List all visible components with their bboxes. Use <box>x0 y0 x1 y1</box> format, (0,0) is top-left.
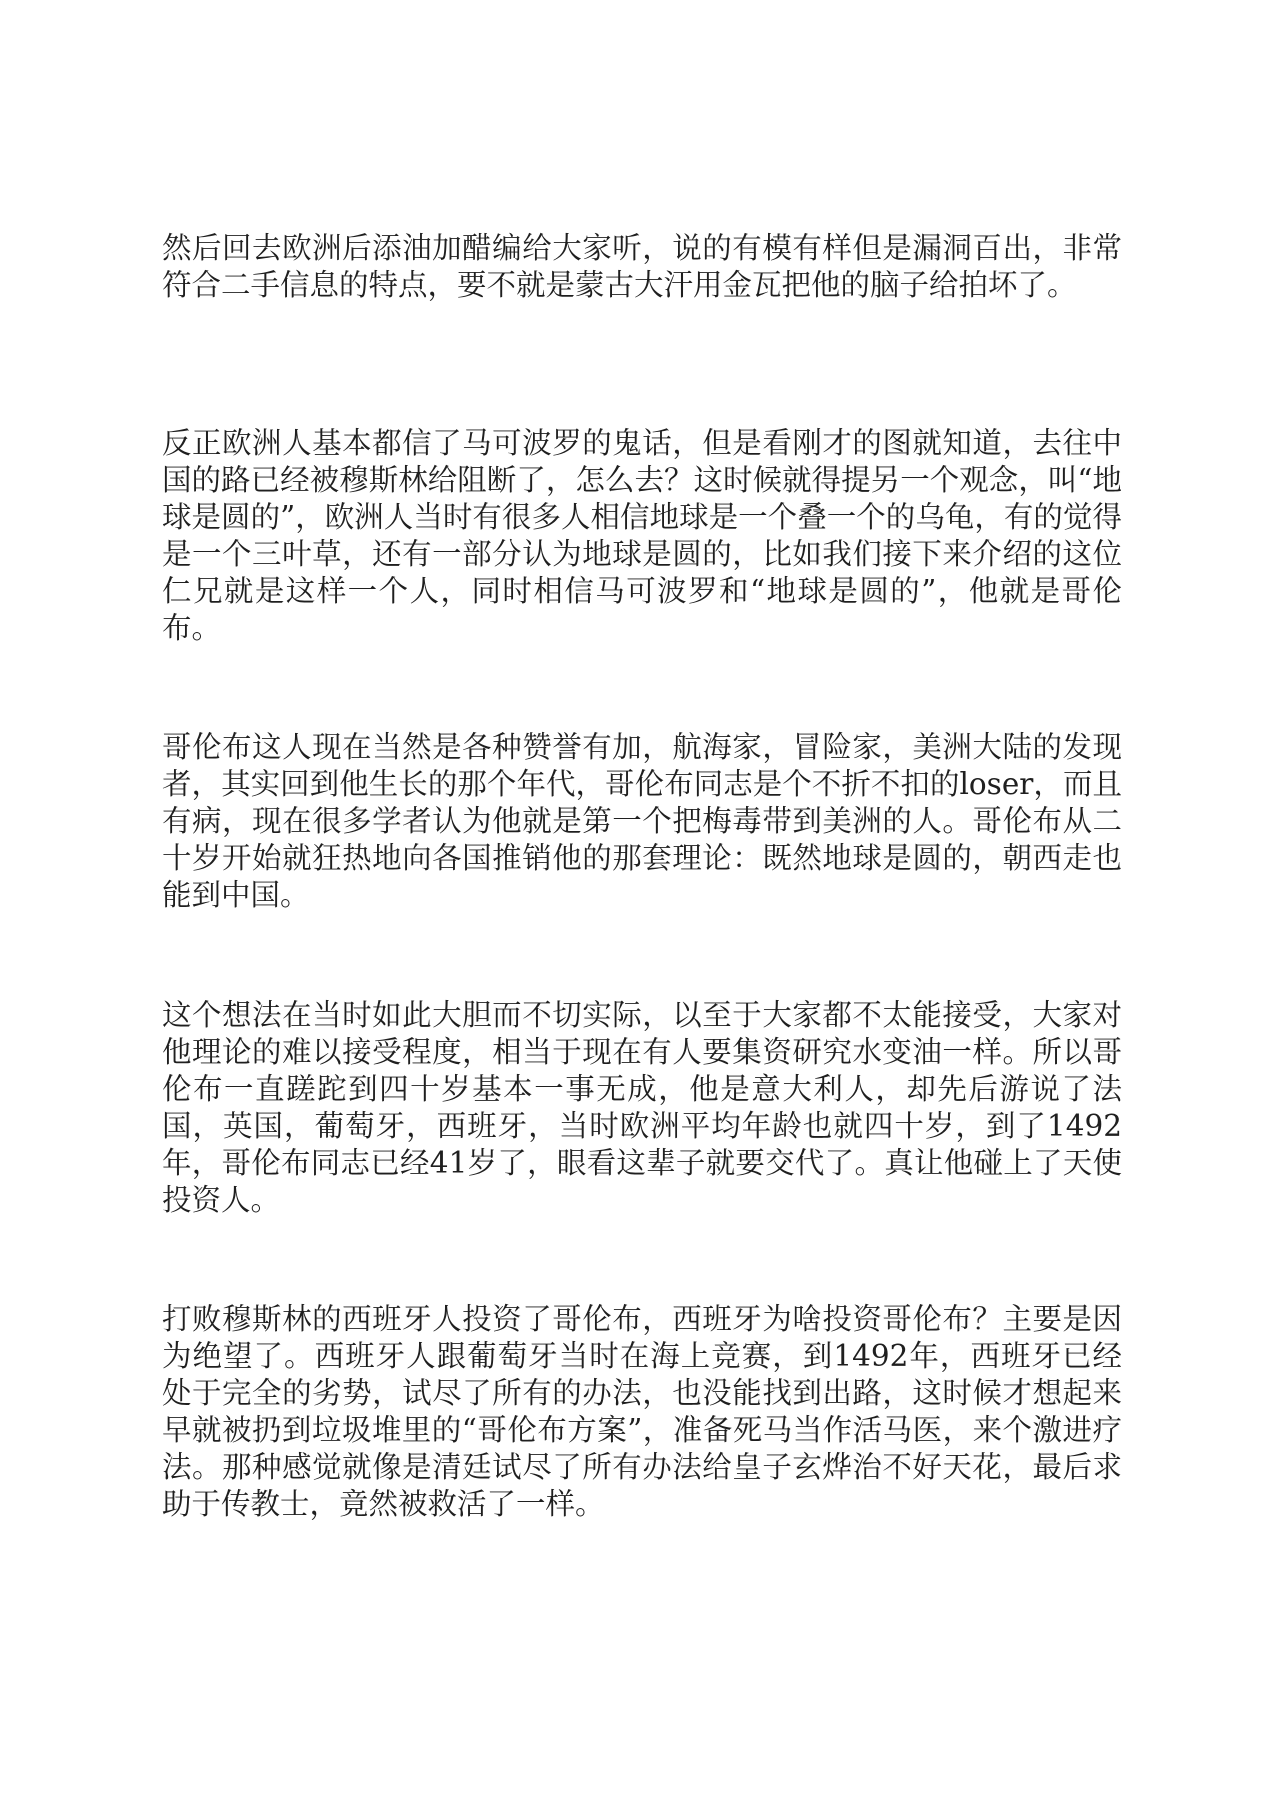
paragraph-3: 哥伦布这人现在当然是各种赞誉有加，航海家，冒险家，美洲大陆的发现者，其实回到他生长的那个年代，哥伦布同志是个不折不扣的loser，而且有病，现在很多学者认为他就是第一个把梅毒带到美洲的人。哥伦布从二十岁开始就狂热地向各国推销他的那套理论：既然地球是圆的，朝西走也能到中国。 <box>162 730 1122 912</box>
paragraph-5: 打败穆斯林的西班牙人投资了哥伦布，西班牙为啥投资哥伦布？主要是因为绝望了。西班牙人跟葡萄牙当时在海上竞赛，到1492年，西班牙已经处于完全的劣势，试尽了所有的办法，也没能找到出路，这时候才想起来早就被扔到垃圾堆里的“哥伦布方案”，准备死马当作活马医，来个激进疗法。那种感觉就像是清廷试尽了所有办法给皇子玄烨治不好天花，最后求助于传教士，竟然被救活了一样。 <box>162 1302 1122 1521</box>
paragraph-4: 这个想法在当时如此大胆而不切实际，以至于大家都不太能接受，大家对他理论的难以接受程度，相当于现在有人要集资研究水变油一样。所以哥伦布一直蹉跎到四十岁基本一事无成，他是意大利人，却先后游说了法国，英国，葡萄牙，西班牙，当时欧洲平均年龄也就四十岁，到了1492年，哥伦布同志已经41岁了，眼看这辈子就要交代了。真让他碰上了天使投资人。 <box>162 998 1122 1217</box>
paragraph-1: 然后回去欧洲后添油加醋编给大家听，说的有模有样但是漏洞百出，非常符合二手信息的特点，要不就是蒙古大汗用金瓦把他的脑子给拍坏了。 <box>162 231 1122 302</box>
paragraph-2: 反正欧洲人基本都信了马可波罗的鬼话，但是看刚才的图就知道，去往中国的路已经被穆斯林给阻断了，怎么去？这时候就得提另一个观念，叫“地球是圆的”，欧洲人当时有很多人相信地球是一个叠一个的乌龟，有的觉得是一个三叶草，还有一部分认为地球是圆的，比如我们接下来介绍的这位仁兄就是这样一个人，同时相信马可波罗和“地球是圆的”，他就是哥伦布。 <box>162 426 1122 645</box>
